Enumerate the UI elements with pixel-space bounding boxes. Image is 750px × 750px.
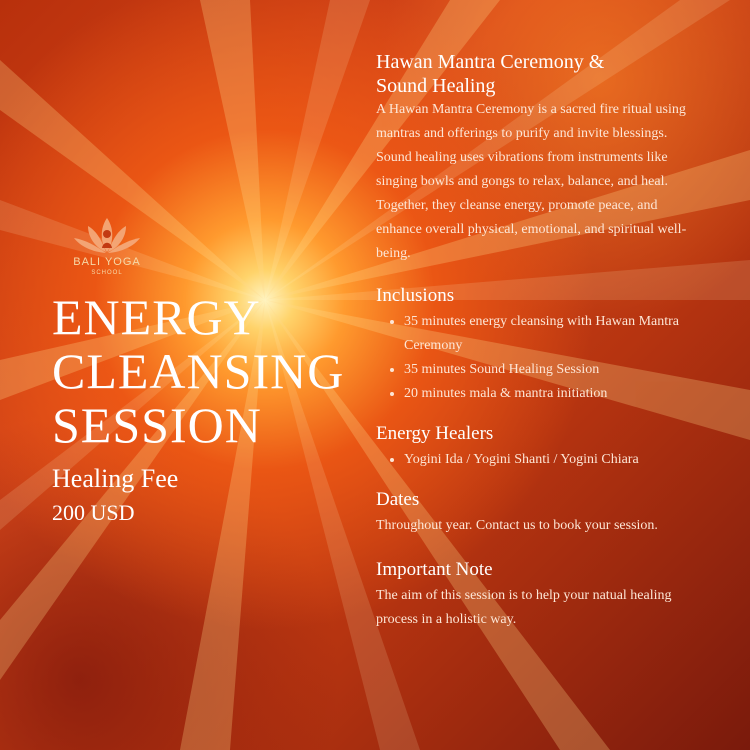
inclusions-title: Inclusions — [376, 285, 455, 306]
list-item: • Yogini Ida / Yogini Shanti / Yogini Chiara — [404, 448, 706, 472]
main-title-line-2: CLEANSING — [52, 343, 345, 399]
fee-label: Healing Fee — [52, 464, 179, 493]
note-title: Important Note — [376, 559, 493, 580]
lotus-icon — [66, 214, 148, 258]
healers-list — [376, 448, 706, 472]
list-item: • 35 minutes Sound Healing Session — [404, 358, 706, 382]
inclusions-list — [376, 310, 706, 406]
details-column — [376, 52, 706, 632]
dates-text: Throughout year. Contact us to book your session. — [376, 518, 658, 533]
note-text: The aim of this session is to help your natual healing process in a holistic way. — [376, 588, 672, 627]
intro-title-line-1: Hawan Mantra Ceremony & — [376, 51, 605, 73]
fee-value: 200 USD — [52, 500, 135, 525]
intro-text: A Hawan Mantra Ceremony is a sacred fire ritual using mantras and offerings to purify and invite blessings. Sound healing uses vibrations from instruments like singing bowls and gongs to relax, balance, and heal. Together, they cleanse energy, promote peace, and enhance overall physical, emotional, and spiritual well-being. — [376, 102, 687, 261]
logo-name: BALI YOGA — [73, 256, 141, 268]
logo-subtitle: SCHOOL — [91, 270, 123, 276]
list-item: • 20 minutes mala & mantra initiation — [404, 382, 706, 406]
main-title-line-1: ENERGY — [52, 289, 261, 345]
list-item: • 35 minutes energy cleansing with Hawan Mantra Ceremony — [404, 310, 706, 358]
main-title-line-3: SESSION — [52, 397, 262, 453]
dates-title: Dates — [376, 489, 420, 510]
intro-title-line-2: Sound Healing — [376, 75, 496, 97]
healers-title: Energy Healers — [376, 423, 494, 444]
